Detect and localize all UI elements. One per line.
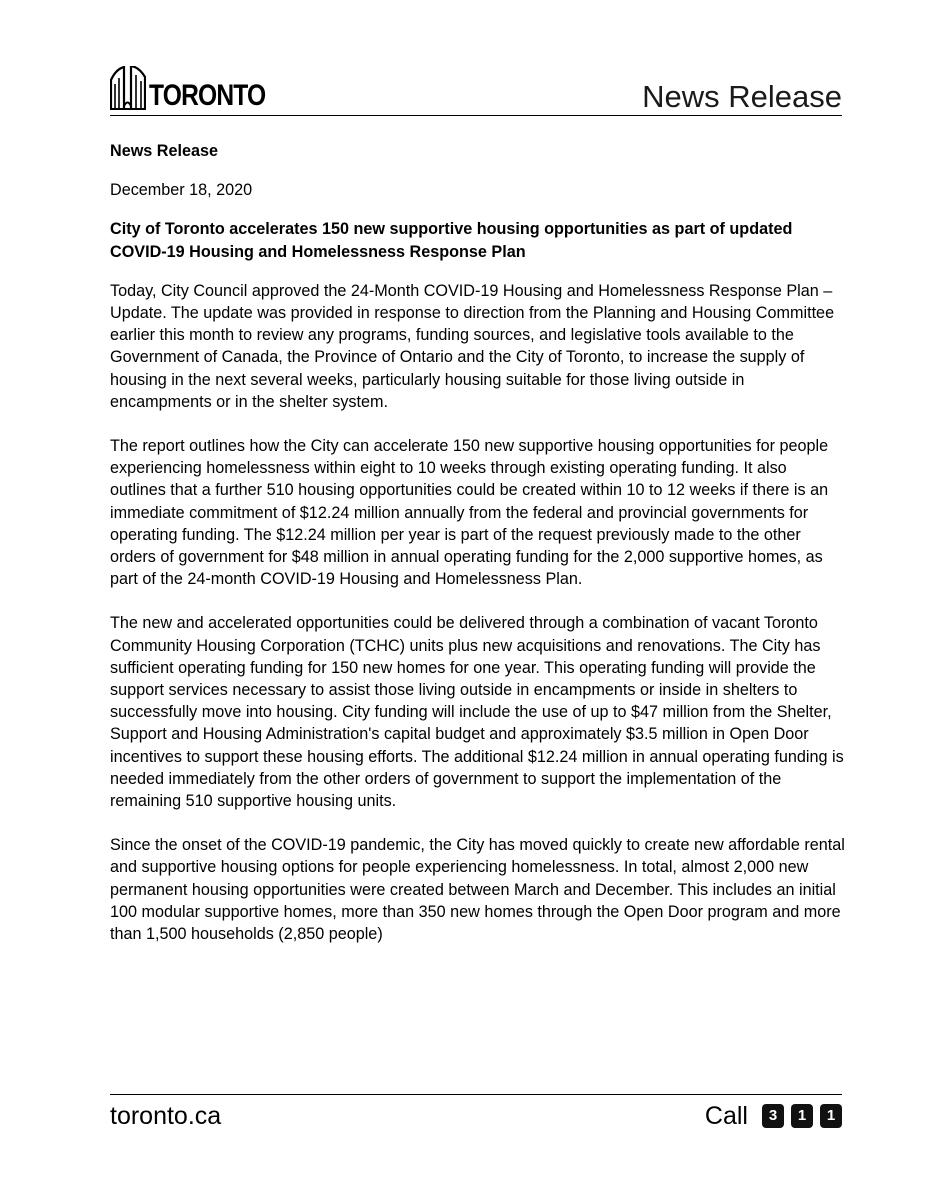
article-paragraph: Since the onset of the COVID-19 pandemic, the City has moved quickly to create new affordable rental and supportive housing options for people experiencing homelessness. In total, almost 2,000 new permanent housing opportunities were created between March and December. This includes an initial 100 modular supportive homes, more than 350 new homes through the Open Door program and more than 1,500 households (2,850 people) [110,836,845,944]
article-body [110,140,845,945]
footer-divider [110,1094,842,1095]
header-title: News Release [642,79,842,114]
article-paragraph: Today, City Council approved the 24-Month COVID-19 Housing and Homelessness Response Plan – Update. The update was provided in response to direction from the Planning and Housing Committee earlier this month to review any programs, funding sources, and legislative tools available to the Government of Canada, the Province of Ontario and the City of Toronto, to increase the supply of housing in the next several weeks, particularly housing suitable for those living outside in encampments or in the shelter system. [110,281,835,411]
footer-website-link[interactable]: toronto.ca [110,1102,222,1130]
call-label: Call [704,1102,748,1130]
article-headline: City of Toronto accelerates 150 new supportive housing opportunities as part of updated COVID-19 Housing and Homelessness Response Plan [110,220,793,261]
article-kicker: News Release [110,142,218,160]
call-digit: 1 [791,1104,813,1128]
page-footer [110,1094,842,1134]
call-digit: 3 [762,1104,784,1128]
header-divider [110,115,842,116]
article-paragraph: The new and accelerated opportunities could be delivered through a combination of vacant Toronto Community Housing Corporation (TCHC) units plus new acquisitions and renovations. The City has sufficient operating funding for 150 new homes for one year. This operating funding will provide the support services necessary to assist those living outside in encampments or inside in shelters to successfully move into housing. City funding will include the use of up to $47 million from the Shelter, Support and Housing Administration's capital budget and approximately $3.5 million in Open Door incentives to support these housing efforts. The additional $12.24 million in annual operating funding is needed immediately from the other orders of government to support the implementation of the remaining 510 supportive housing units. [110,614,844,811]
article-paragraph: The report outlines how the City can accelerate 150 new supportive housing opportunities for people experiencing homelessness within eight to 10 weeks through existing operating funding. It also outlines that a further 510 housing opportunities could be created within 10 to 12 weeks if there is an immediate commitment of $12.24 million annually from the federal and provincial governments for operating funding. The $12.24 million per year is part of the request previously made to the other orders of government for $48 million in annual operating funding for the 2,000 supportive homes, as part of the 24-month COVID-19 Housing and Homelessness Plan. [110,437,829,589]
city-hall-logo-icon [110,66,146,110]
logo-wordmark: TORONTO [149,79,266,112]
call-311 [705,1102,842,1130]
toronto-logo[interactable] [110,64,291,110]
page-header [110,60,842,116]
article-date: December 18, 2020 [110,181,253,200]
call-digit: 1 [820,1104,842,1128]
